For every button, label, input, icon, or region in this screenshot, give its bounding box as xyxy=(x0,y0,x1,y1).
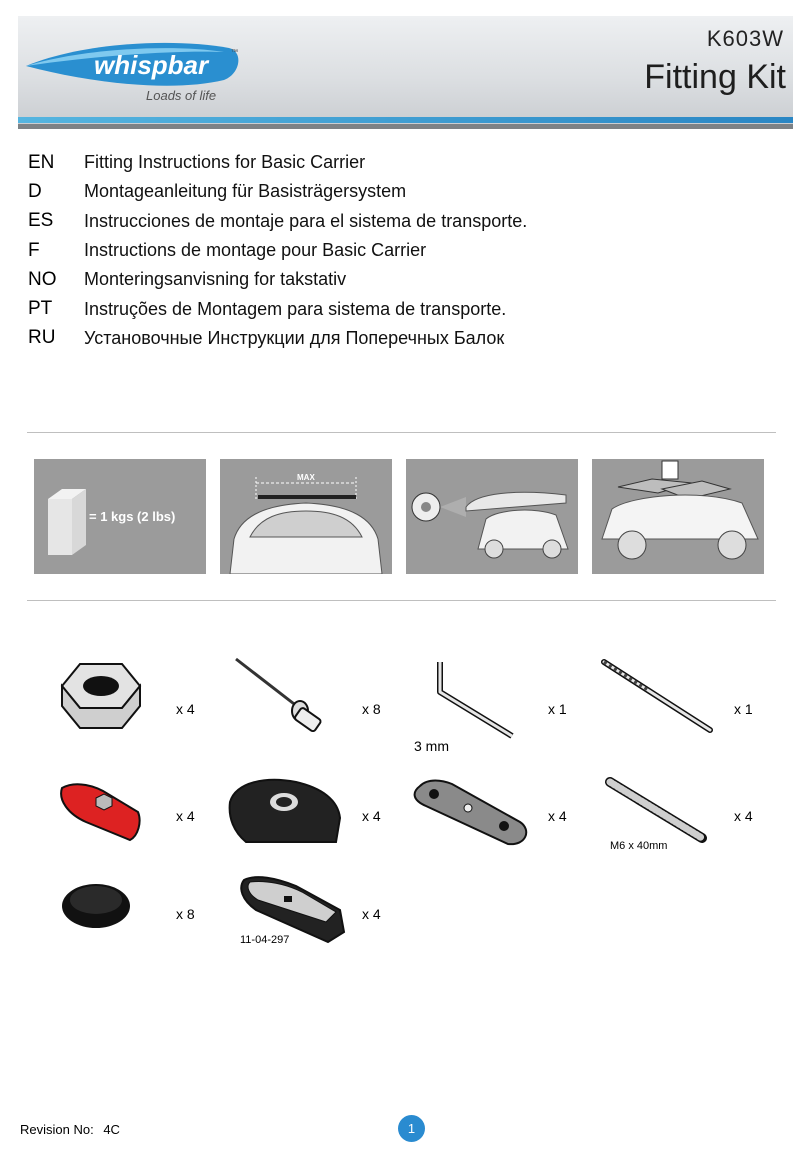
language-row-d xyxy=(28,177,527,206)
header-accent-line xyxy=(18,117,793,123)
language-text: Instructions de montage pour Basic Carrier xyxy=(84,240,427,261)
foot-pad-icon xyxy=(226,772,346,848)
drill-bit-qty: x 1 xyxy=(734,701,753,717)
bracket-qty: x 4 xyxy=(362,906,381,922)
allen-key-icon xyxy=(430,658,526,742)
language-text: Instrucciones de montaje para el sistema de transporte. xyxy=(84,210,528,231)
trademark-symbol: ™ xyxy=(231,49,238,56)
red-clamp-qty: x 4 xyxy=(176,808,195,824)
drill-bit-icon xyxy=(598,656,718,736)
foot-pad-qty: x 4 xyxy=(362,808,381,824)
brand-tagline: Loads of life xyxy=(146,88,217,103)
rivet-qty: x 8 xyxy=(362,701,381,717)
bolt-size: M6 x 40mm xyxy=(610,840,668,852)
end-cap-qty: x 8 xyxy=(176,906,195,922)
language-text: Montageanleitung für Basisträgersystem xyxy=(84,181,407,202)
language-row-en xyxy=(28,148,527,177)
language-row-ru xyxy=(28,324,527,353)
language-row-pt xyxy=(28,294,527,323)
language-list xyxy=(28,148,527,353)
weight-label: = 1 kgs (2 lbs) xyxy=(89,509,176,524)
max-label: MAX xyxy=(297,473,315,482)
page-number-badge: 1 xyxy=(398,1115,425,1142)
hex-nut-qty: x 4 xyxy=(176,701,195,717)
bolt-icon xyxy=(604,776,710,848)
revision-info xyxy=(20,1122,120,1137)
header-divider-line xyxy=(18,124,793,129)
max-width-panel xyxy=(220,459,392,574)
language-code: ES xyxy=(28,210,54,232)
tape-measure-panel xyxy=(406,459,578,574)
mounting-plate-icon xyxy=(408,776,534,850)
mounting-plate-qty: x 4 xyxy=(548,808,567,824)
red-clamp-icon xyxy=(56,776,146,846)
language-text: Fitting Instructions for Basic Carrier xyxy=(84,152,366,173)
language-text: Monteringsanvisning for takstativ xyxy=(84,269,347,290)
language-code: PT xyxy=(28,298,53,320)
language-code: RU xyxy=(28,327,56,349)
language-code: D xyxy=(28,180,42,202)
language-row-f xyxy=(28,236,527,265)
end-cap-icon xyxy=(58,876,134,932)
revision-label: Revision No: xyxy=(20,1122,94,1137)
page-title: Fitting Kit xyxy=(644,58,786,96)
bolt-qty: x 4 xyxy=(734,808,753,824)
rivet-icon xyxy=(232,655,332,735)
language-row-no xyxy=(28,265,527,294)
brand-name: whispbar xyxy=(94,50,209,80)
language-code: F xyxy=(28,239,40,261)
kit-code: K603W xyxy=(706,26,784,51)
hex-nut-icon xyxy=(52,656,148,736)
tape-measure-icon xyxy=(406,459,578,574)
language-text: Instruções de Montagem para sistema de transporte. xyxy=(84,298,507,319)
whispbar-logo xyxy=(24,34,254,94)
language-text: Установочные Инструкции для Поперечных Балок xyxy=(84,327,505,348)
revision-value: 4C xyxy=(103,1122,120,1137)
section-divider xyxy=(27,600,776,601)
loaded-car-panel xyxy=(592,459,764,574)
language-code: NO xyxy=(28,268,57,290)
weight-panel xyxy=(34,459,206,574)
language-row-es xyxy=(28,207,527,236)
language-code: EN xyxy=(28,151,55,173)
loaded-car-icon xyxy=(592,459,764,574)
section-divider xyxy=(27,432,776,433)
allen-key-qty: x 1 xyxy=(548,701,567,717)
allen-key-size: 3 mm xyxy=(414,738,449,754)
bracket-code: 11-04-297 xyxy=(240,934,290,946)
